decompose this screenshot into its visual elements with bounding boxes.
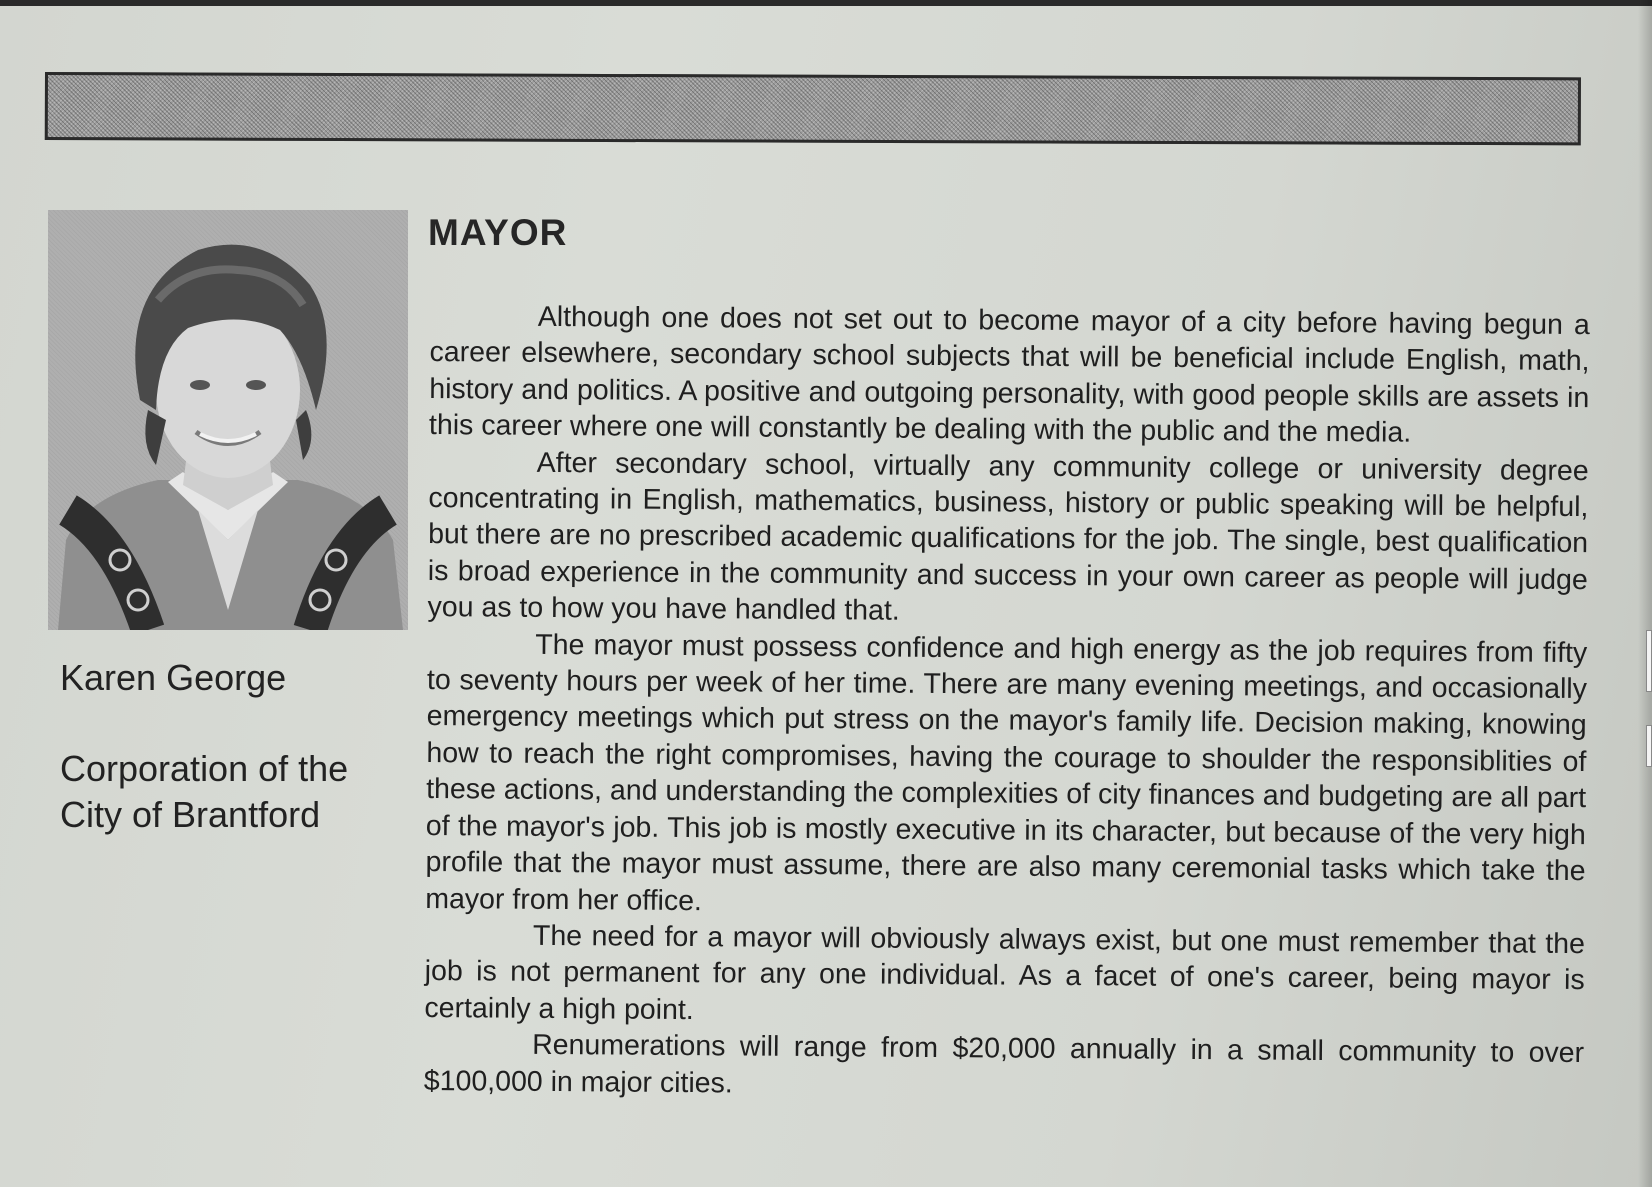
article-paragraph-2: After secondary school, virtually any community college or university degree concentrating in English, mathematics, business, history or public speaking will be helpful, but there are no prescribed academic qualifications for the job. The single, best qualification is broad experience in the community and success in your own career as people will judge you as to how you have handled that. (427, 446, 1589, 627)
organization-line-1: Corporation of the (60, 748, 349, 789)
page-tab-marker (1646, 630, 1652, 692)
page-gutter-shadow (1638, 0, 1652, 1187)
article-paragraph-1: Although one does not set out to become mayor of a city before having begun a career elsewhere, secondary school subjects that will be beneficial include English, math, history and politics. A positive and outgoing personality, with good people skills are assets in this career where one will constantly be dealing with the public and the media. (428, 300, 1590, 449)
article-paragraph-4: The need for a mayor will obviously always exist, but one must remember that the job is not permanent for any one individual. As a facet of one's career, being mayor is certainly a high point. (424, 919, 1586, 1026)
article-paragraph-3: The mayor must possess confidence and high energy as the job requires from fifty to seventy hours per week of her time. There are many evening meetings, and occasionally emergency meetings which put stress on the mayor's family life. Decision making, knowing how to reach the right compromises, having the courage to shoulder the responsiblities of these actions, and understanding the complexities of city finances and budgeting are all part of the mayor's job. This job is mostly executive in its character, but because of the very high profile that the mayor must assume, there are also many ceremonial tasks which take the mayor from her office. (425, 628, 1588, 917)
portrait-photo (48, 210, 408, 630)
page-top-edge (0, 0, 1652, 6)
header-bar (45, 72, 1581, 145)
page-tab-marker (1646, 725, 1652, 767)
organization-line-2: City of Brantford (60, 794, 321, 835)
article-body (424, 298, 1590, 1108)
article-paragraph-5: Renumerations will range from $20,000 annually in a small community to over $100,000 in major cities. (423, 1028, 1585, 1099)
person-name: Karen George (60, 657, 287, 698)
article-title: MAYOR (428, 212, 568, 253)
organization-name (60, 746, 348, 838)
portrait-illustration (48, 210, 408, 630)
